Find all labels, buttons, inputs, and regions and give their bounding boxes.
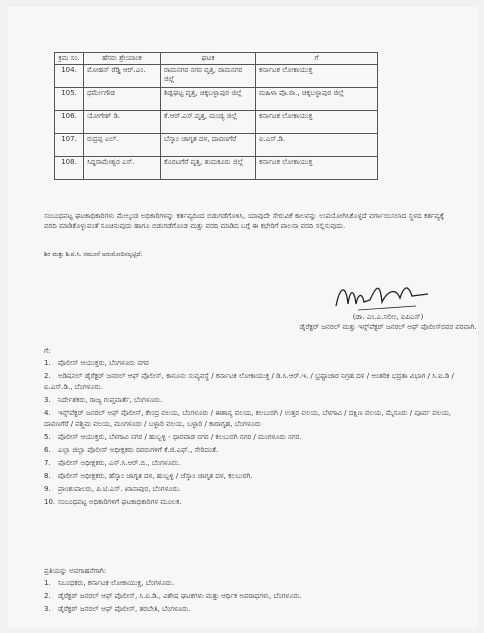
- signature-block: [298, 312, 478, 332]
- list-item: 4. ಇನ್ಸ್‌ಪೆಕ್ಟರ್ ಜನರಲ್ ಆಫ್ ಪೊಲೀಸ್, ಕೇಂದ್ರ ವಲಯ, ಬೆಂಗಳೂರು / ಈಶಾನ್ಯ ವಲಯ, ಕಲಬುರಗಿ / ಉತ್ತರ ವಲಯ, ಬೆಳಗಾವಿ / ದಕ್ಷಿಣ ವಲಯ, ಮೈಸೂರು / ಪೂರ್ವ ವಲಯ, ದಾವಣಗೆರೆ / ಪಶ್ಚಿಮ ವಲಯ, ಮಂಗಳೂರು / ಬಳ್ಳಾರಿ ವಲಯ, ಬಳ್ಳಾರಿ / ಕಾರಾಗೃಹ, ಬೆಂಗಳೂರು: [44, 409, 452, 428]
- list-item-text: ನಿರ್ದೇಶಕರು, ರಾಜ್ಯ ಗುಪ್ತವಾರ್ತೆ, ಬೆಂಗಳೂರು.: [58, 396, 163, 404]
- row-name: ರುದ್ರಪ್ಪ ಎಲ್.: [84, 134, 161, 157]
- row-name: ಯೋಗೇಶ್ ಡಿ.: [84, 111, 161, 134]
- list-item: 1. ಪೊಲೀಸ್ ಆಯುಕ್ತರು, ಬೆಂಗಳೂರು ನಗರ: [44, 359, 149, 367]
- row-from: ಕೊರಟಗೆರೆ ವೃತ್ತ, ತುಮಕೂರು ಜಿಲ್ಲೆ: [161, 157, 256, 180]
- row-serial: 106.: [55, 111, 84, 134]
- list-item-text: ಅಡಿಷನಲ್ ಡೈರೆಕ್ಟರ್ ಜನರಲ್ ಆಫ್ ಪೊಲೀಸ್, ಕಾನೂನು ಸುವ್ಯವಸ್ಥೆ / ಕರ್ನಾಟಕ ಲೋಕಾಯುಕ್ತ / ಡಿ.ಸಿ.ಆರ್.ಇ. / ಭ್ರಷ್ಟಾಚಾರ ನಿಗ್ರಹ ದಳ / ಆಂತರಿಕ ಭದ್ರತಾ ವಿಭಾಗ / ಸಿ.ಐ.ಡಿ / ಐ.ಎಸ್.ಡಿ., ಬೆಂಗಳೂರು.: [44, 372, 454, 391]
- list-item: 8. ಪೊಲೀಸ್ ಅಧೀಕ್ಷಕರು, ಹೆಸ್ಕಾಂ ಜಾಗೃತ ದಳ, ಹುಬ್ಬಳ್ಳಿ / ಜೆಸ್ಕಾಂ ಜಾಗೃತ ದಳ, ಕಲಬುರಗಿ.: [44, 472, 253, 480]
- recipients-list: [44, 358, 464, 510]
- table-row: [55, 157, 378, 180]
- list-item-text: ಡೈರೆಕ್ಟರ್ ಜನರಲ್ ಆಫ್ ಪೊಲೀಸ್, ತರಬೇತಿ, ಬೆಂಗಳೂರು.: [58, 605, 191, 613]
- recipients-heading: ಗೆ:: [44, 347, 51, 355]
- list-item: 2. ಅಡಿಷನಲ್ ಡೈರೆಕ್ಟರ್ ಜನರಲ್ ಆಫ್ ಪೊಲೀಸ್, ಕಾನೂನು ಸುವ್ಯವಸ್ಥೆ / ಕರ್ನಾಟಕ ಲೋಕಾಯುಕ್ತ / ಡಿ.ಸಿ.ಆರ್.ಇ. / ಭ್ರಷ್ಟಾಚಾರ ನಿಗ್ರಹ ದಳ / ಆಂತರಿಕ ಭದ್ರತಾ ವಿಭಾಗ / ಸಿ.ಐ.ಡಿ / ಐ.ಎಸ್.ಡಿ., ಬೆಂಗಳೂರು.: [44, 372, 454, 391]
- list-item: 7. ಪೊಲೀಸ್ ಅಧೀಕ್ಷಕರು, ಎಸ್.ಸಿ.ಆರ್.ಬಿ., ಬೆಂಗಳೂರು.: [44, 459, 181, 467]
- row-serial: 108.: [55, 157, 84, 180]
- row-name: ಸಿದ್ದರಾಮೇಶ್ವರ ಎಸ್.: [84, 157, 161, 180]
- list-item-text: ಪೊಲೀಸ್ ಅಧೀಕ್ಷಕರು, ಹೆಸ್ಕಾಂ ಜಾಗೃತ ದಳ, ಹುಬ್ಬಳ್ಳಿ / ಜೆಸ್ಕಾಂ ಜಾಗೃತ ದಳ, ಕಲಬುರಗಿ.: [58, 472, 253, 480]
- header-to: ಗೆ: [256, 53, 378, 65]
- signatory-name: (ಡಾ. ಎಂ.ಎ.ಸಲೀಂ, ಐಪಿಎಸ್): [352, 313, 424, 321]
- row-to: ಮಹಿಳಾ ಪೊ.ಠಾ., ಚಿಕ್ಕಬಳ್ಳಾಪುರ ಜಿಲ್ಲೆ: [256, 88, 378, 111]
- row-serial: 104.: [55, 65, 84, 88]
- row-serial: 107.: [55, 134, 84, 157]
- list-item: 6. ಎಲ್ಲಾ ಜಿಲ್ಲಾ ಪೊಲೀಸ್ ಅಧೀಕ್ಷಕರು ರವರುಗಳಿಗೆ ಕೆ.ಜಿ.ಎಫ್., ಸೇರಿದಂತೆ.: [44, 446, 219, 454]
- list-item-text: ಸಂಬಂಧಪಟ್ಟ ಅಧಿಕಾರಿಗಳಿಗೆ ಘಟಕಾಧಿಕಾರಿಗಳ ಮೂಲಕ.: [58, 498, 182, 506]
- list-item: 3. ನಿರ್ದೇಶಕರು, ರಾಜ್ಯ ಗುಪ್ತವಾರ್ತೆ, ಬೆಂಗಳೂರು.: [44, 396, 163, 404]
- list-item: 9. ಪ್ರಾಂಶುಪಾಲರು, ಪಿ.ಟಿ.ಎಸ್. ಖಾನಾಪುರ, ಬೆಂಗಳೂರು.: [44, 485, 181, 493]
- row-from: ಶಿಡ್ಲಘಟ್ಟ ವೃತ್ತ, ಚಿಕ್ಕಬಳ್ಳಾಪುರ ಜಿಲ್ಲೆ: [161, 88, 256, 111]
- header-serial: ಕ್ರಮ ಸಂ.: [55, 53, 84, 65]
- table-row: [55, 65, 378, 88]
- list-item: 3. ಡೈರೆಕ್ಟರ್ ಜನರಲ್ ಆಫ್ ಪೊಲೀಸ್, ತರಬೇತಿ, ಬೆಂಗಳೂರು.: [44, 605, 191, 613]
- list-item-text: ಎಲ್ಲಾ ಜಿಲ್ಲಾ ಪೊಲೀಸ್ ಅಧೀಕ್ಷಕರು ರವರುಗಳಿಗೆ ಕೆ.ಜಿ.ಎಫ್., ಸೇರಿದಂತೆ.: [58, 446, 219, 454]
- list-item-text: ಪೊಲೀಸ್ ಆಯುಕ್ತರು, ಬೆಳಗಾವಿ ನಗರ / ಹುಬ್ಬಳ್ಳಿ - ಧಾರವಾಡ ನಗರ / ಕಲಬುರಗಿ ನಗರ / ಮಂಗಳೂರು ನಗರ.: [58, 433, 302, 441]
- row-from: ಕೆ.ಆರ್.ಎಸ್.ವೃತ್ತ, ಮಂಡ್ಯ ಜಿಲ್ಲೆ: [161, 111, 256, 134]
- row-to: ಐ.ಎಸ್.ಡಿ.: [256, 134, 378, 157]
- row-name: ಧರ್ಮೇಗೌಡ: [84, 88, 161, 111]
- row-to: ಕರ್ನಾಟಕ ಲೋಕಾಯುಕ್ತ: [256, 111, 378, 134]
- signatory-title: ಡೈರೆಕ್ಟರ್ ಜನರಲ್ ಮತ್ತು ಇನ್ಸ್‌ಪೆಕ್ಟರ್ ಜನರಲ್ ಆಫ್ ಪೊಲೀಸ್‌ರವರ ಪರವಾಗಿ.: [299, 323, 477, 331]
- copy-heading: ಪ್ರತಿಯನ್ನು ಅವಗಾಹನೆಗಾಗಿ:: [44, 567, 107, 575]
- row-from: ರಾಮನಗರ ನಗರ ವೃತ್ತ, ರಾಮನಗರ ಜಿಲ್ಲೆ: [161, 65, 256, 88]
- row-to: ಕರ್ನಾಟಕ ಲೋಕಾಯುಕ್ತ: [256, 65, 378, 88]
- list-item-text: ನಿಬಂಧಕರು, ಕರ್ನಾಟಕ ಲೋಕಾಯುಕ್ತ, ಬೆಂಗಳೂರು.: [58, 579, 175, 587]
- list-item-text: ಇನ್ಸ್‌ಪೆಕ್ಟರ್ ಜನರಲ್ ಆಫ್ ಪೊಲೀಸ್, ಕೇಂದ್ರ ವಲಯ, ಬೆಂಗಳೂರು / ಈಶಾನ್ಯ ವಲಯ, ಕಲಬುರಗಿ / ಉತ್ತರ ವಲಯ, ಬೆಳಗಾವಿ / ದಕ್ಷಿಣ ವಲಯ, ಮೈಸೂರು / ಪೂರ್ವ ವಲಯ, ದಾವಣಗೆರೆ / ಪಶ್ಚಿಮ ವಲಯ, ಮಂಗಳೂರು / ಬಳ್ಳಾರಿ ವಲಯ, ಬಳ್ಳಾರಿ / ಕಾರಾಗೃಹ, ಬೆಂಗಳೂರು: [44, 409, 452, 428]
- header-unit: ಘಟಕ: [161, 53, 256, 65]
- table-row: [55, 134, 378, 157]
- instruction-paragraph: ಸಂಬಂಧಪಟ್ಟ ಘಟಕಾಧಿಕಾರಿಗಳು ಮೇಲ್ಕಂಡ ಅಧಿಕಾರಿಗಳನ್ನು ಕರ್ತವ್ಯದಿಂದ ಬಿಡುಗಡೆಗೊಳಿಸಿ, ಯಾವುದೇ ಸೇರುವಿಕೆ ಕಾಲವನ್ನು ಉಪಯೋಗಿಸಿಕೊಳ್ಳದೆ ವರ್ಗಾಯಿಸಲಾದ ಸ್ಥಳದ ಕರ್ತವ್ಯಕ್ಕೆ ವರದಿ ಮಾಡಿಕೊಳ್ಳುವಂತೆ ಸೂಚಿಸುವುದು ಹಾಗೂ ಬಿಡುಗಡೆಗೊಂಡ ಮತ್ತು ವರದಿ ಮಾಡಿದ ಬಗ್ಗೆ ಈ ಕಛೇರಿಗೆ ಪಾಲನಾ ವರದಿ ಸಲ್ಲಿಸುವುದು.: [44, 212, 444, 230]
- document-page: [8, 6, 478, 628]
- list-item: 5. ಪೊಲೀಸ್ ಆಯುಕ್ತರು, ಬೆಳಗಾವಿ ನಗರ / ಹುಬ್ಬಳ್ಳಿ - ಧಾರವಾಡ ನಗರ / ಕಲಬುರಗಿ ನಗರ / ಮಂಗಳೂರು ನಗರ.: [44, 433, 302, 441]
- table-header-row: [55, 53, 378, 65]
- list-item-text: ಪೊಲೀಸ್ ಅಧೀಕ್ಷಕರು, ಎಸ್.ಸಿ.ಆರ್.ಬಿ., ಬೆಂಗಳೂರು.: [58, 459, 181, 467]
- header-name: ಹೆಸರು ಶ್ರೇಯಾಂಕ: [84, 53, 161, 65]
- approval-note: ಶಿರ ಮತ್ತು ಶಿ.ಪ.ಸಿ. ನಮೂನೆ ಅನುಮೋದಿಸಲ್ಪಟ್ಟಿದೆ.: [44, 251, 143, 258]
- list-item-text: ಪೊಲೀಸ್ ಆಯುಕ್ತರು, ಬೆಂಗಳೂರು ನಗರ: [58, 359, 149, 367]
- list-item: 1. ನಿಬಂಧಕರು, ಕರ್ನಾಟಕ ಲೋಕಾಯುಕ್ತ, ಬೆಂಗಳೂರು.: [44, 579, 175, 587]
- copy-list: [44, 578, 464, 617]
- list-item: 2. ಡೈರೆಕ್ಟರ್ ಜನರಲ್ ಆಫ್ ಪೊಲೀಸ್, ಸಿ.ಐ.ಡಿ., ವಿಶೇಷ ಘಟಕಗಳು ಮತ್ತು ಆರ್ಥಿಕ ಅಪರಾಧಗಳು, ಬೆಂಗಳೂರು.: [44, 592, 302, 600]
- handwritten-signature: [296, 276, 476, 314]
- list-item-text: ಪ್ರಾಂಶುಪಾಲರು, ಪಿ.ಟಿ.ಎಸ್. ಖಾನಾಪುರ, ಬೆಂಗಳೂರು.: [58, 485, 181, 493]
- row-from: ಬೆಸ್ಕಾಂ ಜಾಗೃತ ದಳ, ದಾವಣಗೆರೆ: [161, 134, 256, 157]
- table-row: [55, 111, 378, 134]
- row-serial: 105.: [55, 88, 84, 111]
- row-to: ಕರ್ನಾಟಕ ಲೋಕಾಯುಕ್ತ: [256, 157, 378, 180]
- list-item: 10. ಸಂಬಂಧಪಟ್ಟ ಅಧಿಕಾರಿಗಳಿಗೆ ಘಟಕಾಧಿಕಾರಿಗಳ ಮೂಲಕ.: [44, 498, 182, 506]
- row-name: ಮೋಹನ್ ರೆಡ್ಡಿ ಆರ್.ಎಂ.: [84, 65, 161, 88]
- transfer-table: [54, 52, 378, 180]
- table-row: [55, 88, 378, 111]
- list-item-text: ಡೈರೆಕ್ಟರ್ ಜನರಲ್ ಆಫ್ ಪೊಲೀಸ್, ಸಿ.ಐ.ಡಿ., ವಿಶೇಷ ಘಟಕಗಳು ಮತ್ತು ಆರ್ಥಿಕ ಅಪರಾಧಗಳು, ಬೆಂಗಳೂರು.: [58, 592, 302, 600]
